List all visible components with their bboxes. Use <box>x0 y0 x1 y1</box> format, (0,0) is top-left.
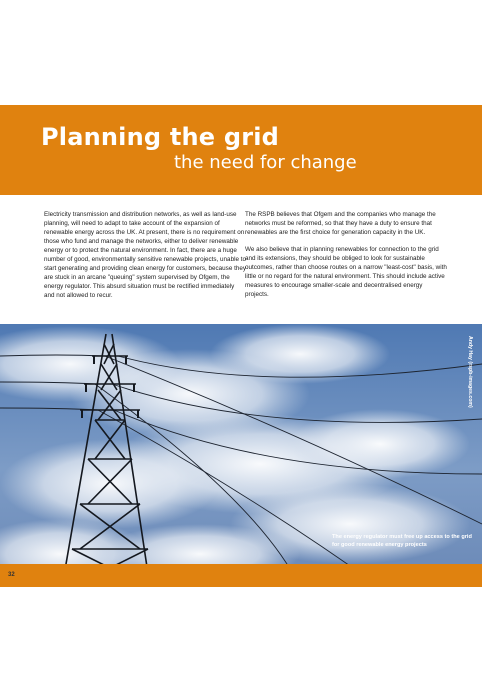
page-title: Planning the grid <box>41 123 280 151</box>
page-subtitle: the need for change <box>174 152 357 173</box>
paragraph-right-2: We also believe that in planning renewables for connection to the grid and its extensions, they should be obliged to look for sustainable outcomes, rather than choose routes on a narrow "least-cost" basis, with little or no regard for the natural environment. This should include active measures to encourage smaller-scale and decentralised energy projects. <box>245 246 447 298</box>
footer-bar <box>0 564 482 587</box>
body-column-left <box>44 210 246 308</box>
paragraph-left: Electricity transmission and distribution networks, as well as land-use planning, will need to adapt to take account of the expansion of renewable energy across the UK. At present, there is no requirement on those who fund and manage the networks, either to deliver renewable energy or to protect the natural environment. In fact, there are a huge number of good, environmentally sensitive renewable projects, unable to start generating and providing clean energy for customers, because they are stuck in an arcane "queuing" system supervised by Ofgem, the energy regulator. This absurd situation must be rectified immediately and not allowed to recur. <box>44 211 246 299</box>
title-banner <box>0 105 482 195</box>
page-number: 32 <box>8 572 15 578</box>
paragraph-right-1: The RSPB believes that Ofgem and the companies who manage the networks must be reformed, so that they have a duty to ensure that renewables are the first choice for generation capacity in the UK. <box>245 211 436 236</box>
photo-credit: Andy Hay (rspb-images.com) <box>467 336 473 408</box>
body-column-right <box>245 210 447 307</box>
photo-caption: The energy regulator must free up access to the grid for good renewable energy projects <box>332 534 472 548</box>
